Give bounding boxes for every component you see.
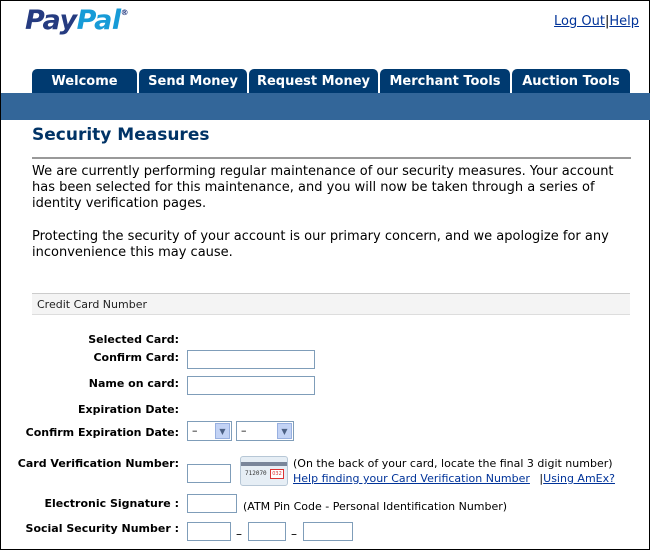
amex-help-link[interactable]: Using AmEx? [543,472,615,485]
tab-auction-tools[interactable]: Auction Tools [512,69,630,93]
card-image-cvv: 032 [270,469,284,479]
main-nav-tabs [32,69,632,93]
tab-welcome[interactable]: Welcome [32,69,137,93]
name-on-card-input[interactable] [187,376,315,395]
esign-hint: (ATM Pin Code - Personal Identification Number) [243,500,508,513]
ssn-dash-1: – [236,527,242,541]
name-on-card-label: Name on card: [88,377,179,390]
cvv-link-separator: | [539,472,544,485]
chevron-down-icon[interactable]: ▼ [277,423,292,439]
esign-label: Electronic Signature : [44,497,179,510]
ssn-part1-input[interactable] [187,522,231,541]
nav-bar [1,93,650,120]
expiration-date-label: Expiration Date: [77,403,179,416]
tab-merchant-tools[interactable]: Merchant Tools [380,69,510,93]
exp-month-select[interactable] [187,421,232,441]
esign-input[interactable] [187,494,237,513]
apology-paragraph: Protecting the security of your account is our primary concern, and we apologize for any inconvenience this may cause. [32,229,609,260]
tab-request-money[interactable]: Request Money [249,69,378,93]
confirm-expiration-label: Confirm Expiration Date: [25,426,179,439]
ssn-label: Social Security Number : [25,522,179,535]
ssn-dash-2: – [291,527,297,541]
card-image-number: 712070 [245,470,267,477]
card-stripe [241,462,287,466]
page-title: Security Measures [32,125,210,145]
top-links-separator: | [604,14,610,29]
paypal-logo: PayPal® [25,5,129,36]
cvv-hint: (On the back of your card, locate the final 3 digit number) [293,457,613,470]
cvv-help-link[interactable]: Help finding your Card Verification Number [293,472,530,485]
top-links [554,14,639,29]
intro-paragraph: We are currently performing regular maintenance of our security measures. Your account has been selected for this maintenance, and you will now be taken through a series of identity verification pages. [32,164,614,211]
selected-card-label: Selected Card: [88,333,179,346]
exp-month-value: – [192,424,198,437]
confirm-card-label: Confirm Card: [93,351,179,364]
exp-year-value: – [241,424,247,437]
chevron-down-icon[interactable]: ▼ [215,423,230,439]
cvv-input[interactable] [187,464,231,483]
cvv-help-links [293,472,615,486]
help-link[interactable]: Help [609,14,639,29]
ssn-part3-input[interactable] [303,522,353,541]
confirm-card-input[interactable] [187,350,315,369]
section-header: Credit Card Number [32,293,630,315]
credit-card-back-icon [240,456,288,486]
exp-year-select[interactable] [236,421,294,441]
tab-send-money[interactable]: Send Money [139,69,247,93]
ssn-part2-input[interactable] [248,522,286,541]
title-divider [32,157,631,159]
logout-link[interactable]: Log Out [554,14,605,29]
cvv-label: Card Verification Number: [17,457,179,470]
